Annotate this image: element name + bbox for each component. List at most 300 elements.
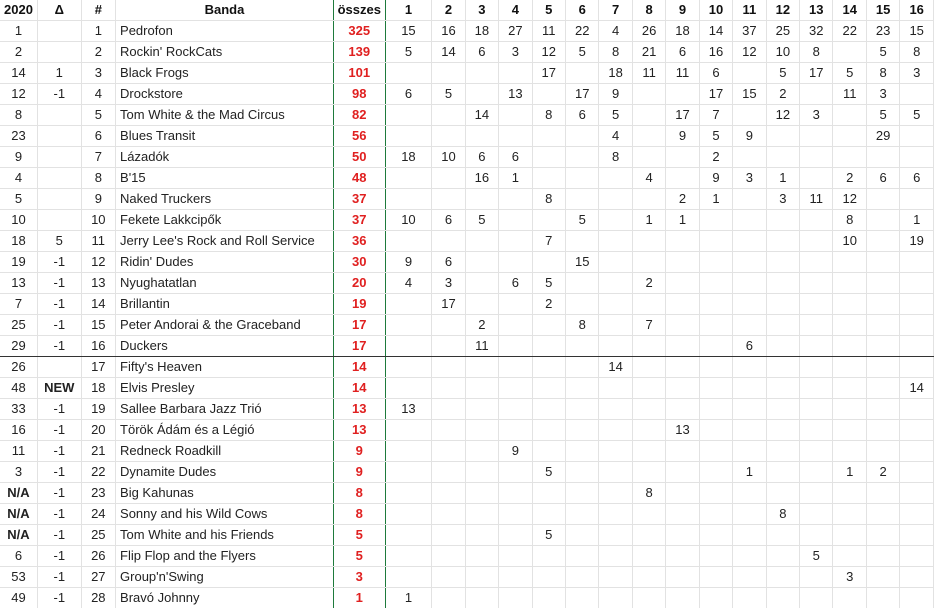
cell-round-13[interactable]: 17 <box>800 63 833 84</box>
cell-round-7[interactable]: 14 <box>599 357 632 378</box>
cell-round-8[interactable] <box>632 105 665 126</box>
cell-round-10[interactable] <box>699 231 732 252</box>
round-1-header[interactable]: 1 <box>385 0 432 21</box>
cell-round-16[interactable] <box>900 315 934 336</box>
cell-2020[interactable]: 1 <box>0 21 38 42</box>
cell-round-14[interactable]: 8 <box>833 210 866 231</box>
round-7-header[interactable]: 7 <box>599 0 632 21</box>
cell-round-4[interactable] <box>499 399 532 420</box>
cell-round-10[interactable] <box>699 525 732 546</box>
cell-round-11[interactable] <box>733 441 766 462</box>
cell-round-10[interactable]: 9 <box>699 168 732 189</box>
cell-2020[interactable]: 3 <box>0 462 38 483</box>
cell-round-12[interactable] <box>766 231 799 252</box>
cell-band[interactable]: Naked Truckers <box>116 189 334 210</box>
cell-2020[interactable]: 11 <box>0 441 38 462</box>
cell-round-13[interactable] <box>800 462 833 483</box>
cell-round-10[interactable]: 16 <box>699 42 732 63</box>
cell-round-9[interactable]: 2 <box>666 189 699 210</box>
cell-2020[interactable]: 16 <box>0 420 38 441</box>
cell-2020[interactable]: 4 <box>0 168 38 189</box>
cell-round-6[interactable] <box>565 147 598 168</box>
cell-round-10[interactable] <box>699 567 732 588</box>
cell-total[interactable]: 19 <box>333 294 385 315</box>
cell-round-16[interactable]: 15 <box>900 21 934 42</box>
cell-round-7[interactable] <box>599 441 632 462</box>
cell-round-9[interactable] <box>666 231 699 252</box>
cell-delta[interactable]: -1 <box>38 567 82 588</box>
cell-round-16[interactable] <box>900 441 934 462</box>
cell-round-4[interactable]: 3 <box>499 42 532 63</box>
cell-round-16[interactable]: 3 <box>900 63 934 84</box>
cell-round-13[interactable] <box>800 420 833 441</box>
cell-round-1[interactable] <box>385 420 432 441</box>
cell-2020[interactable]: 14 <box>0 63 38 84</box>
cell-round-11[interactable]: 15 <box>733 84 766 105</box>
cell-round-14[interactable] <box>833 588 866 609</box>
cell-round-11[interactable] <box>733 546 766 567</box>
cell-round-3[interactable]: 6 <box>465 147 498 168</box>
cell-round-14[interactable] <box>833 105 866 126</box>
cell-round-2[interactable] <box>432 168 465 189</box>
cell-2020[interactable]: N/A <box>0 525 38 546</box>
cell-round-14[interactable] <box>833 147 866 168</box>
cell-delta[interactable]: -1 <box>38 546 82 567</box>
cell-round-5[interactable]: 2 <box>532 294 565 315</box>
cell-round-5[interactable]: 11 <box>532 21 565 42</box>
cell-round-10[interactable] <box>699 588 732 609</box>
cell-round-11[interactable]: 9 <box>733 126 766 147</box>
cell-2020[interactable]: 5 <box>0 189 38 210</box>
cell-round-7[interactable] <box>599 336 632 357</box>
cell-round-3[interactable] <box>465 588 498 609</box>
cell-round-1[interactable] <box>385 126 432 147</box>
cell-delta[interactable]: 1 <box>38 63 82 84</box>
cell-delta[interactable]: -1 <box>38 294 82 315</box>
cell-2020[interactable]: 19 <box>0 252 38 273</box>
cell-total[interactable]: 17 <box>333 315 385 336</box>
cell-round-15[interactable] <box>866 399 899 420</box>
cell-round-9[interactable] <box>666 315 699 336</box>
cell-round-15[interactable] <box>866 420 899 441</box>
cell-rank[interactable]: 8 <box>81 168 115 189</box>
cell-round-6[interactable] <box>565 504 598 525</box>
cell-round-9[interactable] <box>666 84 699 105</box>
cell-round-10[interactable] <box>699 420 732 441</box>
cell-round-13[interactable] <box>800 399 833 420</box>
cell-band[interactable]: Flip Flop and the Flyers <box>116 546 334 567</box>
cell-round-15[interactable] <box>866 483 899 504</box>
cell-rank[interactable]: 28 <box>81 588 115 609</box>
cell-round-7[interactable] <box>599 231 632 252</box>
cell-round-4[interactable] <box>499 63 532 84</box>
cell-round-1[interactable] <box>385 567 432 588</box>
cell-round-4[interactable] <box>499 126 532 147</box>
cell-band[interactable]: Bravó Johnny <box>116 588 334 609</box>
cell-delta[interactable] <box>38 21 82 42</box>
cell-round-1[interactable] <box>385 105 432 126</box>
round-3-header[interactable]: 3 <box>465 0 498 21</box>
cell-total[interactable]: 17 <box>333 336 385 357</box>
cell-band[interactable]: Drockstore <box>116 84 334 105</box>
cell-round-6[interactable]: 15 <box>565 252 598 273</box>
cell-round-8[interactable]: 8 <box>632 483 665 504</box>
cell-round-6[interactable] <box>565 294 598 315</box>
cell-rank[interactable]: 5 <box>81 105 115 126</box>
cell-round-5[interactable] <box>532 126 565 147</box>
cell-round-2[interactable]: 5 <box>432 84 465 105</box>
cell-round-3[interactable] <box>465 378 498 399</box>
cell-round-6[interactable] <box>565 546 598 567</box>
cell-round-5[interactable] <box>532 588 565 609</box>
cell-round-15[interactable] <box>866 525 899 546</box>
cell-round-16[interactable] <box>900 336 934 357</box>
cell-round-8[interactable] <box>632 462 665 483</box>
cell-round-3[interactable] <box>465 504 498 525</box>
cell-round-6[interactable] <box>565 189 598 210</box>
cell-round-8[interactable] <box>632 357 665 378</box>
cell-total[interactable]: 9 <box>333 441 385 462</box>
col-rank-header[interactable]: # <box>81 0 115 21</box>
round-12-header[interactable]: 12 <box>766 0 799 21</box>
cell-round-5[interactable] <box>532 567 565 588</box>
cell-round-4[interactable] <box>499 378 532 399</box>
cell-total[interactable]: 37 <box>333 210 385 231</box>
cell-round-8[interactable] <box>632 546 665 567</box>
cell-round-11[interactable] <box>733 105 766 126</box>
cell-round-8[interactable] <box>632 84 665 105</box>
cell-rank[interactable]: 7 <box>81 147 115 168</box>
cell-round-16[interactable] <box>900 420 934 441</box>
cell-round-4[interactable] <box>499 546 532 567</box>
cell-round-4[interactable]: 13 <box>499 84 532 105</box>
cell-round-11[interactable]: 3 <box>733 168 766 189</box>
cell-round-2[interactable] <box>432 546 465 567</box>
round-14-header[interactable]: 14 <box>833 0 866 21</box>
cell-round-1[interactable] <box>385 231 432 252</box>
cell-rank[interactable]: 13 <box>81 273 115 294</box>
cell-round-7[interactable] <box>599 399 632 420</box>
cell-round-1[interactable] <box>385 483 432 504</box>
cell-round-3[interactable] <box>465 126 498 147</box>
cell-round-1[interactable]: 15 <box>385 21 432 42</box>
cell-round-2[interactable] <box>432 105 465 126</box>
cell-round-15[interactable] <box>866 504 899 525</box>
cell-round-16[interactable] <box>900 567 934 588</box>
cell-band[interactable]: Elvis Presley <box>116 378 334 399</box>
cell-round-13[interactable] <box>800 357 833 378</box>
cell-round-8[interactable] <box>632 420 665 441</box>
cell-delta[interactable] <box>38 210 82 231</box>
cell-delta[interactable] <box>38 42 82 63</box>
cell-round-7[interactable] <box>599 210 632 231</box>
cell-rank[interactable]: 14 <box>81 294 115 315</box>
cell-round-15[interactable]: 23 <box>866 21 899 42</box>
cell-round-14[interactable] <box>833 357 866 378</box>
cell-round-16[interactable]: 19 <box>900 231 934 252</box>
cell-round-11[interactable] <box>733 483 766 504</box>
cell-round-12[interactable] <box>766 525 799 546</box>
cell-round-5[interactable] <box>532 420 565 441</box>
cell-round-11[interactable] <box>733 252 766 273</box>
cell-round-5[interactable]: 5 <box>532 273 565 294</box>
cell-round-5[interactable]: 5 <box>532 525 565 546</box>
cell-delta[interactable]: -1 <box>38 525 82 546</box>
cell-round-9[interactable]: 6 <box>666 42 699 63</box>
cell-round-15[interactable]: 29 <box>866 126 899 147</box>
cell-round-4[interactable] <box>499 588 532 609</box>
cell-round-14[interactable] <box>833 336 866 357</box>
cell-round-7[interactable] <box>599 420 632 441</box>
cell-round-5[interactable]: 8 <box>532 189 565 210</box>
cell-total[interactable]: 325 <box>333 21 385 42</box>
cell-round-6[interactable]: 6 <box>565 105 598 126</box>
cell-round-6[interactable] <box>565 420 598 441</box>
cell-round-10[interactable] <box>699 399 732 420</box>
cell-round-8[interactable] <box>632 147 665 168</box>
cell-round-10[interactable]: 14 <box>699 21 732 42</box>
cell-round-12[interactable]: 8 <box>766 504 799 525</box>
cell-round-9[interactable]: 13 <box>666 420 699 441</box>
cell-round-3[interactable]: 11 <box>465 336 498 357</box>
cell-band[interactable]: Fifty's Heaven <box>116 357 334 378</box>
cell-round-5[interactable] <box>532 441 565 462</box>
cell-delta[interactable]: -1 <box>38 462 82 483</box>
cell-round-9[interactable] <box>666 504 699 525</box>
cell-round-14[interactable] <box>833 399 866 420</box>
cell-total[interactable]: 5 <box>333 525 385 546</box>
cell-round-8[interactable] <box>632 252 665 273</box>
cell-round-14[interactable] <box>833 126 866 147</box>
cell-rank[interactable]: 18 <box>81 378 115 399</box>
cell-round-15[interactable] <box>866 252 899 273</box>
cell-rank[interactable]: 20 <box>81 420 115 441</box>
cell-round-12[interactable] <box>766 567 799 588</box>
cell-band[interactable]: Tom White & the Mad Circus <box>116 105 334 126</box>
cell-round-14[interactable]: 2 <box>833 168 866 189</box>
cell-round-6[interactable] <box>565 483 598 504</box>
cell-2020[interactable]: 25 <box>0 315 38 336</box>
cell-rank[interactable]: 10 <box>81 210 115 231</box>
cell-round-3[interactable] <box>465 420 498 441</box>
cell-round-3[interactable] <box>465 441 498 462</box>
cell-2020[interactable]: 12 <box>0 84 38 105</box>
cell-round-3[interactable] <box>465 483 498 504</box>
cell-round-16[interactable] <box>900 462 934 483</box>
cell-round-5[interactable] <box>532 168 565 189</box>
cell-2020[interactable]: 53 <box>0 567 38 588</box>
cell-band[interactable]: Black Frogs <box>116 63 334 84</box>
cell-round-7[interactable] <box>599 546 632 567</box>
cell-band[interactable]: Group'n'Swing <box>116 567 334 588</box>
cell-round-9[interactable]: 18 <box>666 21 699 42</box>
cell-round-12[interactable] <box>766 588 799 609</box>
cell-round-8[interactable] <box>632 504 665 525</box>
cell-round-11[interactable] <box>733 567 766 588</box>
cell-round-5[interactable] <box>532 483 565 504</box>
cell-round-9[interactable] <box>666 336 699 357</box>
cell-rank[interactable]: 2 <box>81 42 115 63</box>
cell-rank[interactable]: 26 <box>81 546 115 567</box>
cell-round-6[interactable] <box>565 525 598 546</box>
cell-round-4[interactable] <box>499 336 532 357</box>
cell-round-13[interactable] <box>800 567 833 588</box>
cell-rank[interactable]: 27 <box>81 567 115 588</box>
cell-round-2[interactable] <box>432 189 465 210</box>
cell-round-13[interactable] <box>800 441 833 462</box>
cell-round-7[interactable]: 5 <box>599 105 632 126</box>
cell-round-16[interactable] <box>900 294 934 315</box>
cell-round-16[interactable] <box>900 546 934 567</box>
cell-round-15[interactable] <box>866 273 899 294</box>
cell-round-10[interactable] <box>699 252 732 273</box>
cell-round-8[interactable]: 11 <box>632 63 665 84</box>
cell-round-1[interactable]: 5 <box>385 42 432 63</box>
cell-round-6[interactable] <box>565 357 598 378</box>
cell-round-2[interactable] <box>432 378 465 399</box>
cell-band[interactable]: Duckers <box>116 336 334 357</box>
cell-rank[interactable]: 9 <box>81 189 115 210</box>
cell-delta[interactable]: 5 <box>38 231 82 252</box>
cell-round-9[interactable] <box>666 168 699 189</box>
cell-round-8[interactable]: 1 <box>632 210 665 231</box>
round-2-header[interactable]: 2 <box>432 0 465 21</box>
cell-round-3[interactable] <box>465 63 498 84</box>
cell-delta[interactable]: -1 <box>38 273 82 294</box>
cell-round-7[interactable] <box>599 462 632 483</box>
cell-2020[interactable]: 48 <box>0 378 38 399</box>
cell-round-6[interactable]: 8 <box>565 315 598 336</box>
cell-band[interactable]: Török Ádám és a Légió <box>116 420 334 441</box>
cell-rank[interactable]: 11 <box>81 231 115 252</box>
cell-round-15[interactable] <box>866 546 899 567</box>
cell-round-4[interactable] <box>499 420 532 441</box>
cell-round-4[interactable]: 9 <box>499 441 532 462</box>
cell-total[interactable]: 1 <box>333 588 385 609</box>
cell-round-4[interactable] <box>499 483 532 504</box>
cell-round-2[interactable]: 10 <box>432 147 465 168</box>
cell-round-13[interactable] <box>800 315 833 336</box>
cell-round-8[interactable] <box>632 588 665 609</box>
cell-band[interactable]: Sonny and his Wild Cows <box>116 504 334 525</box>
cell-round-1[interactable]: 13 <box>385 399 432 420</box>
cell-round-14[interactable]: 22 <box>833 21 866 42</box>
cell-round-2[interactable]: 17 <box>432 294 465 315</box>
cell-round-6[interactable] <box>565 63 598 84</box>
cell-round-5[interactable] <box>532 315 565 336</box>
cell-round-10[interactable] <box>699 336 732 357</box>
cell-round-1[interactable]: 4 <box>385 273 432 294</box>
cell-2020[interactable]: 6 <box>0 546 38 567</box>
cell-total[interactable]: 20 <box>333 273 385 294</box>
cell-total[interactable]: 139 <box>333 42 385 63</box>
cell-round-11[interactable] <box>733 189 766 210</box>
cell-round-6[interactable] <box>565 336 598 357</box>
cell-round-6[interactable] <box>565 588 598 609</box>
cell-round-10[interactable] <box>699 210 732 231</box>
cell-round-12[interactable] <box>766 378 799 399</box>
cell-round-7[interactable] <box>599 588 632 609</box>
cell-round-5[interactable] <box>532 504 565 525</box>
cell-round-11[interactable] <box>733 399 766 420</box>
round-16-header[interactable]: 16 <box>900 0 934 21</box>
cell-round-7[interactable] <box>599 273 632 294</box>
cell-round-16[interactable]: 14 <box>900 378 934 399</box>
cell-round-8[interactable] <box>632 441 665 462</box>
cell-round-9[interactable] <box>666 147 699 168</box>
cell-round-10[interactable] <box>699 315 732 336</box>
cell-round-7[interactable]: 8 <box>599 147 632 168</box>
cell-delta[interactable] <box>38 168 82 189</box>
cell-round-5[interactable]: 12 <box>532 42 565 63</box>
cell-round-15[interactable] <box>866 315 899 336</box>
cell-round-15[interactable]: 3 <box>866 84 899 105</box>
cell-band[interactable]: Peter Andorai & the Graceband <box>116 315 334 336</box>
cell-round-5[interactable] <box>532 84 565 105</box>
cell-rank[interactable]: 3 <box>81 63 115 84</box>
cell-round-12[interactable] <box>766 210 799 231</box>
cell-round-15[interactable]: 5 <box>866 105 899 126</box>
cell-round-12[interactable]: 2 <box>766 84 799 105</box>
cell-total[interactable]: 48 <box>333 168 385 189</box>
cell-total[interactable]: 8 <box>333 504 385 525</box>
cell-round-14[interactable]: 11 <box>833 84 866 105</box>
cell-round-13[interactable]: 8 <box>800 42 833 63</box>
cell-round-8[interactable] <box>632 567 665 588</box>
cell-2020[interactable]: 26 <box>0 357 38 378</box>
cell-round-10[interactable] <box>699 357 732 378</box>
cell-round-10[interactable] <box>699 273 732 294</box>
cell-round-12[interactable] <box>766 294 799 315</box>
cell-delta[interactable] <box>38 189 82 210</box>
cell-round-13[interactable] <box>800 378 833 399</box>
cell-rank[interactable]: 6 <box>81 126 115 147</box>
cell-delta[interactable]: -1 <box>38 588 82 609</box>
cell-round-16[interactable]: 5 <box>900 105 934 126</box>
cell-round-13[interactable] <box>800 588 833 609</box>
cell-band[interactable]: Dynamite Dudes <box>116 462 334 483</box>
cell-band[interactable]: Blues Transit <box>116 126 334 147</box>
cell-rank[interactable]: 25 <box>81 525 115 546</box>
cell-round-3[interactable] <box>465 567 498 588</box>
cell-round-13[interactable] <box>800 147 833 168</box>
cell-round-4[interactable] <box>499 525 532 546</box>
cell-band[interactable]: Jerry Lee's Rock and Roll Service <box>116 231 334 252</box>
cell-2020[interactable]: 8 <box>0 105 38 126</box>
cell-round-14[interactable] <box>833 273 866 294</box>
cell-round-7[interactable]: 18 <box>599 63 632 84</box>
cell-round-12[interactable]: 10 <box>766 42 799 63</box>
cell-round-9[interactable]: 1 <box>666 210 699 231</box>
cell-round-2[interactable]: 3 <box>432 273 465 294</box>
cell-band[interactable]: Fekete Lakkcipők <box>116 210 334 231</box>
cell-round-15[interactable] <box>866 441 899 462</box>
cell-round-2[interactable] <box>432 462 465 483</box>
cell-round-6[interactable] <box>565 567 598 588</box>
cell-round-2[interactable] <box>432 567 465 588</box>
cell-round-16[interactable] <box>900 147 934 168</box>
cell-rank[interactable]: 19 <box>81 399 115 420</box>
cell-rank[interactable]: 12 <box>81 252 115 273</box>
cell-total[interactable]: 30 <box>333 252 385 273</box>
cell-round-1[interactable] <box>385 378 432 399</box>
cell-round-1[interactable] <box>385 63 432 84</box>
cell-round-4[interactable] <box>499 189 532 210</box>
cell-round-10[interactable]: 17 <box>699 84 732 105</box>
cell-round-10[interactable]: 5 <box>699 126 732 147</box>
cell-total[interactable]: 9 <box>333 462 385 483</box>
cell-band[interactable]: Tom White and his Friends <box>116 525 334 546</box>
